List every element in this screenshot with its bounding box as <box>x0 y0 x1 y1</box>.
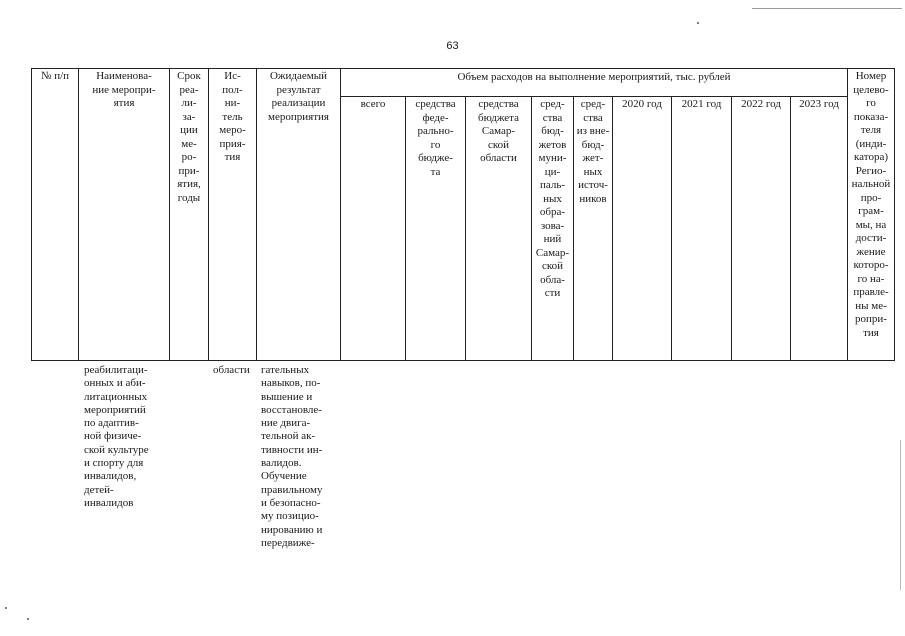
scan-artifact-line <box>752 8 902 9</box>
scan-speck <box>697 22 699 24</box>
header-municipal: сред- ства бюд- жетов муни- ци- паль- ных обра- зова- ний Самар- ской обла- сти <box>531 96 574 361</box>
scan-artifact-edge <box>900 440 901 590</box>
header-name: Наименова- ние меропри- ятия <box>78 68 170 361</box>
header-federal: средства феде- рально- го бюдже- та <box>405 96 466 361</box>
header-total: всего <box>340 96 406 361</box>
header-2020: 2020 год <box>612 96 672 361</box>
header-extrabudget: сред- ства из вне- бюд- жет- ных источ- ников <box>573 96 613 361</box>
scan-speck <box>27 618 29 620</box>
continuation-executor: области <box>213 364 250 376</box>
header-executor: Ис- пол- ни- тель меро- прия- тия <box>208 68 257 361</box>
scan-speck <box>5 607 7 609</box>
header-2023: 2023 год <box>790 96 848 361</box>
header-regional: средства бюджета Самар- ской области <box>465 96 532 361</box>
header-result: Ожидаемый результат реализации мероприятия <box>256 68 341 361</box>
header-expenses: Объем расходов на выполнение мероприятий, тыс. рублей <box>340 68 848 97</box>
page-number: 63 <box>446 40 459 52</box>
header-2021: 2021 год <box>671 96 732 361</box>
continuation-name: реабилитаци- онных и аби- литационных мероприятий по адаптив- ной физиче- ской культуре и спорту для инвалидов, детей- инвалидов <box>84 364 149 509</box>
header-2022: 2022 год <box>731 96 791 361</box>
header-indicator: Номер целево- го показа- теля (инди- катора) Регио- нальной про- грам- мы, на дости- жение которо- го на- правле- ны ме- ропри- тия <box>847 68 895 361</box>
continuation-result: гательных навыков, по- вышение и восстановле- ние двига- тельной ак- тивности ин- валидов. Обучение правильному и безопасно- му позицио- нированию и передвиже- <box>261 364 323 549</box>
header-term: Срок реа- ли- за- ции ме- ро- при- ятия, годы <box>169 68 209 361</box>
header-num: № п/п <box>31 68 79 361</box>
